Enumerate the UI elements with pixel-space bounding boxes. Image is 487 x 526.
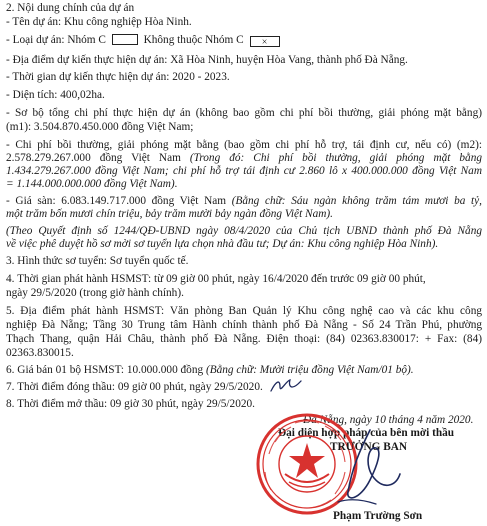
not-group-c-checkbox xyxy=(250,36,280,47)
compensation-note: (Trong đó: Chi phí bồi thường, giải phóng mặt bằng xyxy=(180,152,482,164)
issuance-time-line-1: 4. Thời gian phát hành HSMST: từ 09 giờ 00 phút, ngày 16/4/2020 đến trước 09 giờ 00 phút, xyxy=(6,273,426,285)
project-type-row xyxy=(6,34,482,47)
issuance-place-line-3: Thạch Thang, quận Hải Châu, thành phố Đà Nẵng. Điện thoại: (84) 02363.830017: + Fax: (84) xyxy=(6,333,482,345)
dossier-price-words: (Bằng chữ: Mười triệu đồng Việt Nam/01 bộ). xyxy=(203,364,414,376)
issuance-place-line-2: nghiệp Đà Nẵng; Tầng 30 Trung tâm Hành chính thành phố Đà Nẵng - Số 24 Trần Phú, phường xyxy=(6,319,482,331)
initials-mark xyxy=(268,375,304,397)
signer-title: TRƯỞNG BAN xyxy=(330,441,408,453)
opening-time: 8. Thời điểm mở thầu: 09 giờ 30 phút, ngày 29/5/2020. xyxy=(6,398,255,410)
project-timeline: - Thời gian dự kiến thực hiện dự án: 2020 - 2023. xyxy=(6,71,230,83)
floor-price-amount: - Giá sàn: 6.083.149.717.000 đồng Việt Nam xyxy=(6,195,227,207)
decision-note-line-2: về việc phê duyệt hồ sơ mời sơ tuyển lựa chọn nhà đầu tư; Dự án: Khu công nghiệp Hòa Ninh). xyxy=(6,238,439,250)
decision-note-line-1: (Theo Quyết định số 1244/QĐ-UBND ngày 08/4/2020 của Chủ tịch UBND thành phố Đà Nẵng xyxy=(6,225,482,237)
total-cost-line-1: - Sơ bộ tổng chi phí thực hiện dự án (không bao gồm chi phí bồi thường, giải phóng mặt bằng) xyxy=(6,107,482,119)
floor-price-words: (Bằng chữ: Sáu ngàn không trăm tám mươi ba tỷ, xyxy=(226,195,483,207)
total-cost-line-2: (m1): 3.504.870.450.000 đồng Việt Nam; xyxy=(6,121,194,133)
compensation-cost-line-1: - Chi phí bồi thường, giải phóng mặt bằng (bao gồm chi phí hỗ trợ, tái định cư, nếu có) (m2): xyxy=(6,139,482,151)
compensation-amount: 2.578.279.267.000 đồng Việt Nam xyxy=(6,152,181,164)
project-type-label: - Loại dự án: Nhóm C xyxy=(6,34,106,46)
signer-name: Phạm Trường Sơn xyxy=(333,510,423,522)
not-group-c-label: Không thuộc Nhóm C xyxy=(143,34,244,46)
check-mark-icon: × xyxy=(261,37,268,48)
compensation-cost-line-2 xyxy=(6,152,482,165)
closing-time: 7. Thời điểm đóng thầu: 09 giờ 00 phút, ngày 29/5/2020. xyxy=(6,381,263,393)
prequalification-form: 3. Hình thức sơ tuyển: Sơ tuyển quốc tế. xyxy=(6,255,189,267)
signing-date: Đà Nẵng, ngày 10 tháng 4 năm 2020. xyxy=(303,414,474,426)
handwritten-signature xyxy=(330,420,420,510)
compensation-cost-line-4: = 1.144.000.000.000 đồng Việt Nam). xyxy=(6,178,178,190)
project-location: - Địa điểm dự kiến thực hiện dự án: Xã Hòa Ninh, huyện Hòa Vang, thành phố Đà Nẵng. xyxy=(6,54,408,66)
dossier-price-amount: 6. Giá bán 01 bộ HSMST: 10.000.000 đồng xyxy=(6,364,204,376)
floor-price-line-1 xyxy=(6,195,482,208)
issuance-place-line-1: 5. Địa điểm phát hành HSMST: Văn phòng Ban Quản lý Khu công nghệ cao và các khu công xyxy=(6,305,482,317)
issuance-time-line-2: ngày 29/5/2020 (trong giờ hành chính). xyxy=(6,287,184,299)
issuance-place-line-4: 02363.830015. xyxy=(6,347,74,359)
legal-representative: Đại diện hợp pháp của bên mời thầu xyxy=(278,427,455,439)
project-name: - Tên dự án: Khu công nghiệp Hòa Ninh. xyxy=(6,16,192,28)
group-c-checkbox xyxy=(112,34,138,45)
section-heading: 2. Nội dung chính của dự án xyxy=(6,2,135,14)
floor-price-line-2: một trăm bốn mươi chín triệu, bảy trăm mười bảy ngàn đồng Việt Nam). xyxy=(6,208,333,220)
project-area: - Diện tích: 400,02ha. xyxy=(6,89,105,101)
dossier-price xyxy=(6,364,482,377)
compensation-cost-line-3: 1.434.279.267.000 đồng Việt Nam; chi phí hỗ trợ tái định cư 2.860 lô x 400.000.000 đồng Việt Nam xyxy=(6,165,482,177)
